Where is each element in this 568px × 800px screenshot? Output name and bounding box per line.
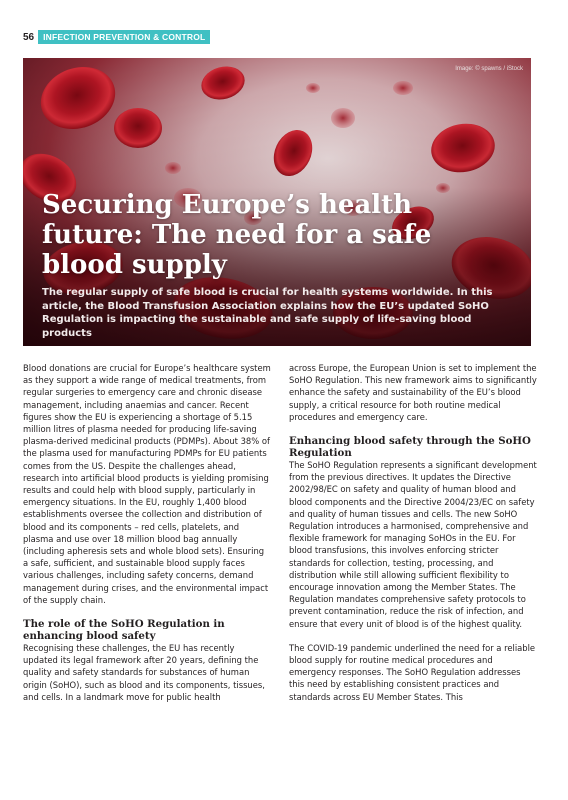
body-paragraph: Recognising these challenges, the EU has recently updated its legal framework after 20 years, defining the quality and safety standards for substances of human origin (SoHO), such as blood and its components, tissues, and cells. In a landmark move for public health	[23, 643, 265, 702]
left-column	[23, 362, 271, 703]
section-tag: INFECTION PREVENTION & CONTROL	[38, 30, 210, 44]
body-paragraph: The SoHO Regulation represents a significant development from the previous directives. It updates the Directive 2002/98/EC on safety and quality of human blood and blood components and the Directive 2004/23/EC on safety and quality of human tissues and cells. The new SoHO Regulation introduces a harmonised, comprehensive and flexible framework for managing SoHOs in the EU. For blood transfusions, this involves enforcing stricter standards for collection, testing, processing, and distribution while still allowing sufficient flexibility to encourage innovation among the Member States. The Regulation mandates comprehensive safety protocols to prevent contamination, reduce the risk of infection, and ensure that every unit of blood is of the highest quality.	[289, 460, 537, 629]
body-paragraph: The COVID-19 pandemic underlined the need for a reliable blood supply for routine medical procedures and emergency responses. The SoHO Regulation addresses this need by establishing consistent practices and standards across EU Member States. This	[289, 642, 536, 702]
page-number: 56	[23, 31, 35, 43]
section-heading: The role of the SoHO Regulation in enhancing blood safety	[23, 618, 225, 643]
article-title: Securing Europe’s health future: The need for a safe blood supply	[42, 190, 432, 280]
body-paragraph: Blood donations are crucial for Europe’s healthcare system as they support a wide range of medical treatments, from regular surgeries to emergency care and chronic disease management, including anaemias and cancer. Recent figures show the EU is experiencing a shortage of 5.15 million litres of plasma needed for producing life-saving plasma-derived medicinal products (PDMPs). About 38% of the plasma used for manufacturing PDMPs for EU patients comes from the US. Despite the challenges ahead, research into artificial blood products is yielding promising results and could help with blood supply, particularly in emergency situations. In the EU, roughly 1,400 blood establishments oversee the collection and distribution of blood and its components – red cells, platelets, and plasma and use over 18 million blood bag annually (including apheresis sets and whole blood sets). Ensuring a safe, sufficient, and sustainable blood supply faces various challenges, including safety concerns, demand management during crises, and the environmental impact of the supply chain.	[23, 363, 271, 605]
right-column	[289, 362, 537, 703]
article-standfirst: The regular supply of safe blood is crucial for health systems worldwide. In this article, the Blood Transfusion Association explains how the EU’s updated SoHO Regulation is impacting the sustainable and safe supply of life-saving blood products	[42, 287, 493, 339]
image-credit: Image: © spawns / iStock	[455, 66, 523, 72]
page-header	[23, 30, 210, 44]
hero-image	[23, 58, 531, 346]
section-heading: Enhancing blood safety through the SoHO Regulation	[289, 435, 531, 460]
body-paragraph: across Europe, the European Union is set to implement the SoHO Regulation. This new framework aims to significantly enhance the safety and sustainability of the EU’s blood supply, a critical resource for both routine medical procedures and emergency care.	[289, 363, 537, 422]
